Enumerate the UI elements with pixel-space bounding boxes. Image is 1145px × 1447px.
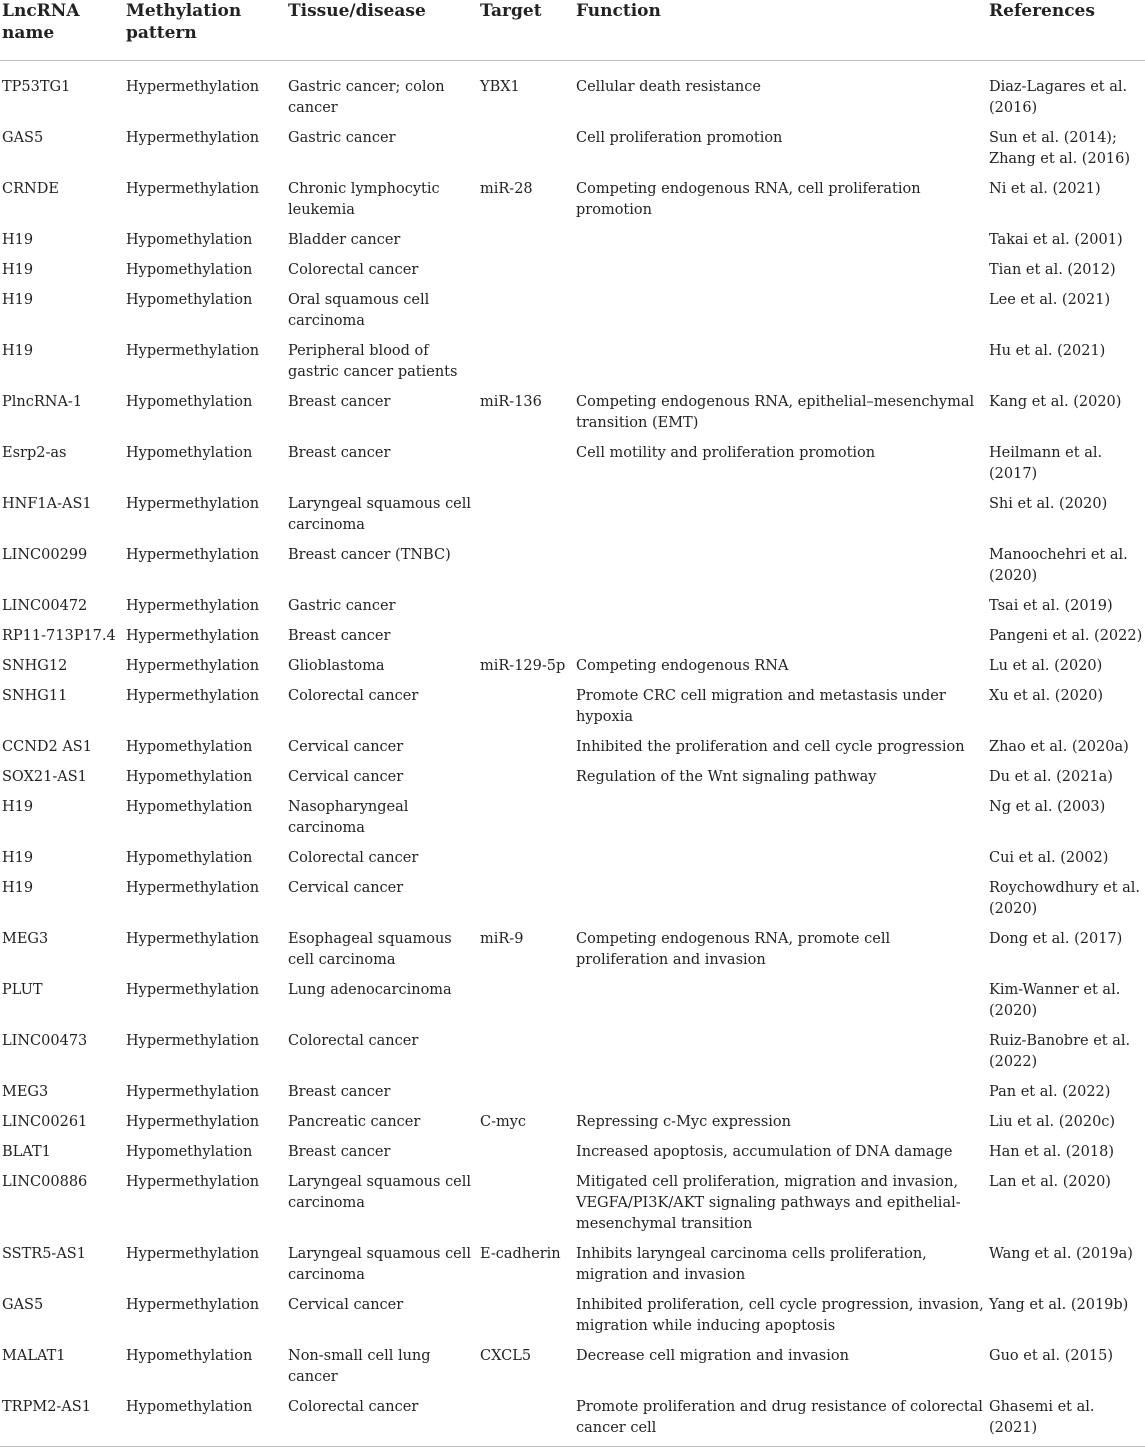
cell-methylation-pattern: Hypermethylation (126, 931, 260, 947)
cell-tissue-disease: Oral squamous cell carcinoma (288, 292, 430, 329)
cell-methylation-pattern: Hypomethylation (126, 850, 253, 866)
cell-target (478, 793, 574, 844)
cell-target (478, 337, 574, 388)
cell-methylation-pattern: Hypermethylation (126, 658, 260, 674)
cell-target: miR-129-5p (480, 658, 566, 674)
table-row (0, 286, 1145, 337)
cell-target (478, 124, 574, 175)
table-row (0, 1138, 1145, 1168)
cell-target (478, 733, 574, 763)
cell-function (574, 874, 987, 925)
cell-lncrna-name: H19 (2, 262, 34, 278)
cell-reference: Ng et al. (2003) (989, 799, 1106, 815)
cell-tissue-disease: Esophageal squamous cell carcinoma (288, 931, 452, 968)
cell-reference: Pangeni et al. (2022) (989, 628, 1143, 644)
cell-reference: Shi et al. (2020) (989, 496, 1108, 512)
cell-reference: Sun et al. (2014); Zhang et al. (2016) (989, 130, 1131, 167)
cell-tissue-disease: Breast cancer (288, 1084, 391, 1100)
cell-tissue-disease: Laryngeal squamous cell carcinoma (288, 496, 472, 533)
cell-lncrna-name: H19 (2, 292, 34, 308)
cell-tissue-disease: Chronic lymphocytic leukemia (288, 181, 440, 218)
cell-target (478, 1393, 574, 1447)
cell-function: Mitigated cell proliferation, migration and invasion, VEGFA/PI3K/AKT signaling pathways and epithelial-mesenchymal transition (576, 1174, 961, 1232)
cell-target (478, 844, 574, 874)
cell-target (478, 226, 574, 256)
cell-methylation-pattern: Hypermethylation (126, 343, 260, 359)
cell-methylation-pattern: Hypermethylation (126, 1174, 260, 1190)
cell-lncrna-name: PLUT (2, 982, 43, 998)
table-row (0, 733, 1145, 763)
cell-reference: Han et al. (2018) (989, 1144, 1114, 1160)
cell-reference: Takai et al. (2001) (989, 232, 1123, 248)
table-row (0, 793, 1145, 844)
table-row (0, 1291, 1145, 1342)
cell-tissue-disease: Bladder cancer (288, 232, 401, 248)
cell-function (574, 541, 987, 592)
cell-methylation-pattern: Hypomethylation (124, 1393, 286, 1447)
cell-function (574, 337, 987, 388)
cell-reference: Kang et al. (2020) (989, 394, 1122, 410)
table-row (0, 1342, 1145, 1393)
table-row (0, 682, 1145, 733)
cell-function: Promote CRC cell migration and metastasis under hypoxia (576, 688, 946, 725)
table-row (0, 490, 1145, 541)
table-row (0, 226, 1145, 256)
cell-tissue-disease: Colorectal cancer (288, 850, 419, 866)
cell-methylation-pattern: Hypermethylation (126, 1246, 260, 1262)
cell-lncrna-name: H19 (2, 343, 34, 359)
cell-tissue-disease: Cervical cancer (288, 739, 404, 755)
cell-methylation-pattern: Hypomethylation (126, 1144, 253, 1160)
cell-function (574, 622, 987, 652)
cell-methylation-pattern: Hypermethylation (126, 130, 260, 146)
cell-lncrna-name: TP53TG1 (2, 79, 71, 95)
cell-reference: Tian et al. (2012) (989, 262, 1116, 278)
cell-function: Inhibits laryngeal carcinoma cells proliferation, migration and invasion (576, 1246, 927, 1283)
table-row (0, 61, 1145, 125)
cell-methylation-pattern: Hypermethylation (126, 1084, 260, 1100)
cell-reference: Lu et al. (2020) (989, 658, 1103, 674)
cell-tissue-disease: Lung adenocarcinoma (288, 982, 452, 998)
cell-lncrna-name: CRNDE (2, 181, 59, 197)
cell-methylation-pattern: Hypermethylation (126, 1297, 260, 1313)
cell-reference: Wang et al. (2019a) (989, 1246, 1133, 1262)
cell-target: miR-136 (480, 394, 542, 410)
cell-tissue-disease: Breast cancer (288, 394, 391, 410)
cell-tissue-disease: Gastric cancer; colon cancer (288, 79, 445, 116)
cell-lncrna-name: H19 (2, 799, 34, 815)
cell-lncrna-name: H19 (2, 850, 34, 866)
cell-lncrna-name: RP11-713P17.4 (2, 628, 116, 644)
cell-tissue-disease: Breast cancer (TNBC) (288, 547, 451, 563)
cell-lncrna-name: SNHG12 (2, 658, 68, 674)
cell-reference: Du et al. (2021a) (989, 769, 1113, 785)
cell-target (478, 874, 574, 925)
cell-reference: Roychowdhury et al. (2020) (989, 880, 1141, 917)
cell-reference: Ruiz-Banobre et al. (2022) (989, 1033, 1131, 1070)
cell-lncrna-name: MALAT1 (2, 1348, 66, 1364)
cell-reference: Guo et al. (2015) (989, 1348, 1113, 1364)
cell-methylation-pattern: Hypomethylation (126, 394, 253, 410)
cell-lncrna-name: LINC00261 (2, 1114, 88, 1130)
cell-tissue-disease: Colorectal cancer (288, 1033, 419, 1049)
cell-lncrna-name: MEG3 (2, 931, 49, 947)
cell-function (574, 1027, 987, 1078)
table-row (0, 175, 1145, 226)
cell-function: Increased apoptosis, accumulation of DNA damage (576, 1144, 953, 1160)
table-row (0, 337, 1145, 388)
cell-target (478, 256, 574, 286)
cell-lncrna-name: Esrp2-as (2, 445, 67, 461)
cell-target (478, 976, 574, 1027)
cell-tissue-disease: Laryngeal squamous cell carcinoma (288, 1174, 472, 1211)
cell-methylation-pattern: Hypermethylation (126, 628, 260, 644)
cell-target (478, 682, 574, 733)
cell-tissue-disease: Glioblastoma (288, 658, 385, 674)
cell-reference: Cui et al. (2002) (989, 850, 1109, 866)
cell-tissue-disease: Breast cancer (288, 628, 391, 644)
cell-reference: Dong et al. (2017) (989, 931, 1123, 947)
cell-methylation-pattern: Hypomethylation (126, 232, 253, 248)
header-references: References (987, 0, 1145, 61)
cell-function: Cell motility and proliferation promotion (576, 445, 876, 461)
cell-target (478, 439, 574, 490)
table-row (0, 1240, 1145, 1291)
cell-tissue-disease: Gastric cancer (288, 130, 396, 146)
table-row (0, 388, 1145, 439)
header-tissue-disease: Tissue/disease (286, 0, 478, 61)
table-row (0, 439, 1145, 490)
cell-function: Inhibited the proliferation and cell cycle progression (576, 739, 965, 755)
cell-lncrna-name: GAS5 (2, 1297, 44, 1313)
cell-function (574, 1078, 987, 1108)
cell-reference: Ghasemi et al. (2021) (987, 1393, 1145, 1447)
cell-methylation-pattern: Hypomethylation (126, 262, 253, 278)
table-row (0, 1078, 1145, 1108)
cell-reference: Ni et al. (2021) (989, 181, 1101, 197)
cell-methylation-pattern: Hypomethylation (126, 292, 253, 308)
cell-tissue-disease: Peripheral blood of gastric cancer patients (288, 343, 458, 380)
cell-methylation-pattern: Hypermethylation (126, 547, 260, 563)
cell-function: Repressing c-Myc expression (576, 1114, 791, 1130)
table-row (0, 874, 1145, 925)
cell-tissue-disease: Cervical cancer (288, 769, 404, 785)
cell-target (478, 1027, 574, 1078)
cell-function (574, 592, 987, 622)
cell-function: Cell proliferation promotion (576, 130, 783, 146)
table-row (0, 844, 1145, 874)
cell-function (574, 286, 987, 337)
cell-target (478, 541, 574, 592)
cell-target: miR-28 (480, 181, 533, 197)
table-body (0, 61, 1145, 1447)
cell-lncrna-name: LINC00472 (2, 598, 88, 614)
cell-methylation-pattern: Hypermethylation (126, 982, 260, 998)
table-row (0, 1027, 1145, 1078)
cell-reference: Zhao et al. (2020a) (989, 739, 1129, 755)
cell-methylation-pattern: Hypomethylation (126, 769, 253, 785)
table-row (0, 1168, 1145, 1240)
cell-target: YBX1 (480, 79, 520, 95)
cell-lncrna-name: H19 (2, 880, 34, 896)
cell-tissue-disease: Cervical cancer (288, 880, 404, 896)
cell-lncrna-name: BLAT1 (2, 1144, 51, 1160)
cell-target (478, 1168, 574, 1240)
cell-function: Decrease cell migration and invasion (576, 1348, 849, 1364)
cell-target (478, 592, 574, 622)
table-row (0, 256, 1145, 286)
cell-function: Competing endogenous RNA, promote cell proliferation and invasion (576, 931, 891, 968)
cell-methylation-pattern: Hypermethylation (126, 496, 260, 512)
cell-methylation-pattern: Hypermethylation (126, 1033, 260, 1049)
cell-reference: Liu et al. (2020c) (989, 1114, 1116, 1130)
cell-function (574, 976, 987, 1027)
cell-lncrna-name: LINC00473 (2, 1033, 88, 1049)
cell-function: Competing endogenous RNA, cell proliferation promotion (576, 181, 921, 218)
cell-reference: Pan et al. (2022) (989, 1084, 1111, 1100)
cell-lncrna-name: SSTR5-AS1 (2, 1246, 86, 1262)
cell-tissue-disease: Colorectal cancer (288, 262, 419, 278)
cell-lncrna-name: CCND2 AS1 (2, 739, 92, 755)
cell-function: Promote proliferation and drug resistance of colorectal cancer cell (574, 1393, 987, 1447)
cell-tissue-disease: Nasopharyngeal carcinoma (288, 799, 409, 836)
cell-target (478, 1078, 574, 1108)
cell-lncrna-name: LINC00299 (2, 547, 88, 563)
header-function: Function (574, 0, 987, 61)
cell-reference: Lee et al. (2021) (989, 292, 1111, 308)
cell-tissue-disease: Breast cancer (288, 1144, 391, 1160)
cell-methylation-pattern: Hypermethylation (126, 79, 260, 95)
table-row (0, 1108, 1145, 1138)
cell-function: Inhibited proliferation, cell cycle progression, invasion, migration while inducing apoptosis (576, 1297, 984, 1334)
table-row (0, 124, 1145, 175)
cell-lncrna-name: MEG3 (2, 1084, 49, 1100)
cell-reference: Manoochehri et al. (2020) (989, 547, 1128, 584)
cell-tissue-disease: Laryngeal squamous cell carcinoma (288, 1246, 472, 1283)
cell-methylation-pattern: Hypomethylation (126, 799, 253, 815)
cell-reference: Heilmann et al. (2017) (989, 445, 1103, 482)
header-lncrna-name: LncRNA name (0, 0, 124, 61)
cell-lncrna-name: TRPM2-AS1 (0, 1393, 124, 1447)
cell-function: Competing endogenous RNA (576, 658, 789, 674)
header-methylation-pattern: Methylation pattern (124, 0, 286, 61)
cell-lncrna-name: PlncRNA-1 (2, 394, 83, 410)
cell-methylation-pattern: Hypermethylation (126, 181, 260, 197)
cell-target (478, 490, 574, 541)
cell-lncrna-name: GAS5 (2, 130, 44, 146)
cell-target: CXCL5 (480, 1348, 532, 1364)
cell-lncrna-name: SNHG11 (2, 688, 68, 704)
cell-tissue-disease: Colorectal cancer (288, 688, 419, 704)
cell-function: Regulation of the Wnt signaling pathway (576, 769, 877, 785)
cell-function (574, 256, 987, 286)
cell-reference: Lan et al. (2020) (989, 1174, 1111, 1190)
table-row (0, 622, 1145, 652)
cell-lncrna-name: H19 (2, 232, 34, 248)
table-row (0, 541, 1145, 592)
cell-reference: Yang et al. (2019b) (989, 1297, 1129, 1313)
cell-function (574, 226, 987, 256)
cell-target (478, 1138, 574, 1168)
table-row (0, 976, 1145, 1027)
cell-target: C-myc (480, 1114, 527, 1130)
cell-function (574, 844, 987, 874)
cell-reference: Xu et al. (2020) (989, 688, 1104, 704)
table-row (0, 592, 1145, 622)
cell-lncrna-name: LINC00886 (2, 1174, 88, 1190)
cell-methylation-pattern: Hypomethylation (126, 739, 253, 755)
cell-methylation-pattern: Hypermethylation (126, 598, 260, 614)
cell-function (574, 793, 987, 844)
cell-tissue-disease: Breast cancer (288, 445, 391, 461)
cell-function (574, 490, 987, 541)
cell-target (478, 1291, 574, 1342)
cell-target: miR-9 (480, 931, 524, 947)
cell-function: Cellular death resistance (576, 79, 761, 95)
cell-tissue-disease: Non-small cell lung cancer (288, 1348, 431, 1385)
cell-tissue-disease: Colorectal cancer (286, 1393, 478, 1447)
cell-tissue-disease: Cervical cancer (288, 1297, 404, 1313)
cell-reference: Hu et al. (2021) (989, 343, 1106, 359)
cell-methylation-pattern: Hypermethylation (126, 688, 260, 704)
table-row (0, 763, 1145, 793)
cell-methylation-pattern: Hypomethylation (126, 1348, 253, 1364)
cell-methylation-pattern: Hypermethylation (126, 880, 260, 896)
cell-target (478, 763, 574, 793)
cell-reference: Diaz-Lagares et al. (2016) (989, 79, 1128, 116)
cell-lncrna-name: HNF1A-AS1 (2, 496, 92, 512)
cell-methylation-pattern: Hypomethylation (126, 445, 253, 461)
cell-reference: Kim-Wanner et al. (2020) (989, 982, 1121, 1019)
header-row (0, 0, 1145, 61)
cell-function: Competing endogenous RNA, epithelial–mesenchymal transition (EMT) (576, 394, 975, 431)
cell-target (478, 622, 574, 652)
table-row (0, 652, 1145, 682)
table-row (0, 1393, 1145, 1447)
cell-methylation-pattern: Hypermethylation (126, 1114, 260, 1130)
cell-lncrna-name: SOX21-AS1 (2, 769, 87, 785)
header-target: Target (478, 0, 574, 61)
cell-tissue-disease: Gastric cancer (288, 598, 396, 614)
cell-target (478, 286, 574, 337)
cell-target: E-cadherin (480, 1246, 561, 1262)
cell-reference: Tsai et al. (2019) (989, 598, 1113, 614)
table-row (0, 925, 1145, 976)
cell-tissue-disease: Pancreatic cancer (288, 1114, 421, 1130)
